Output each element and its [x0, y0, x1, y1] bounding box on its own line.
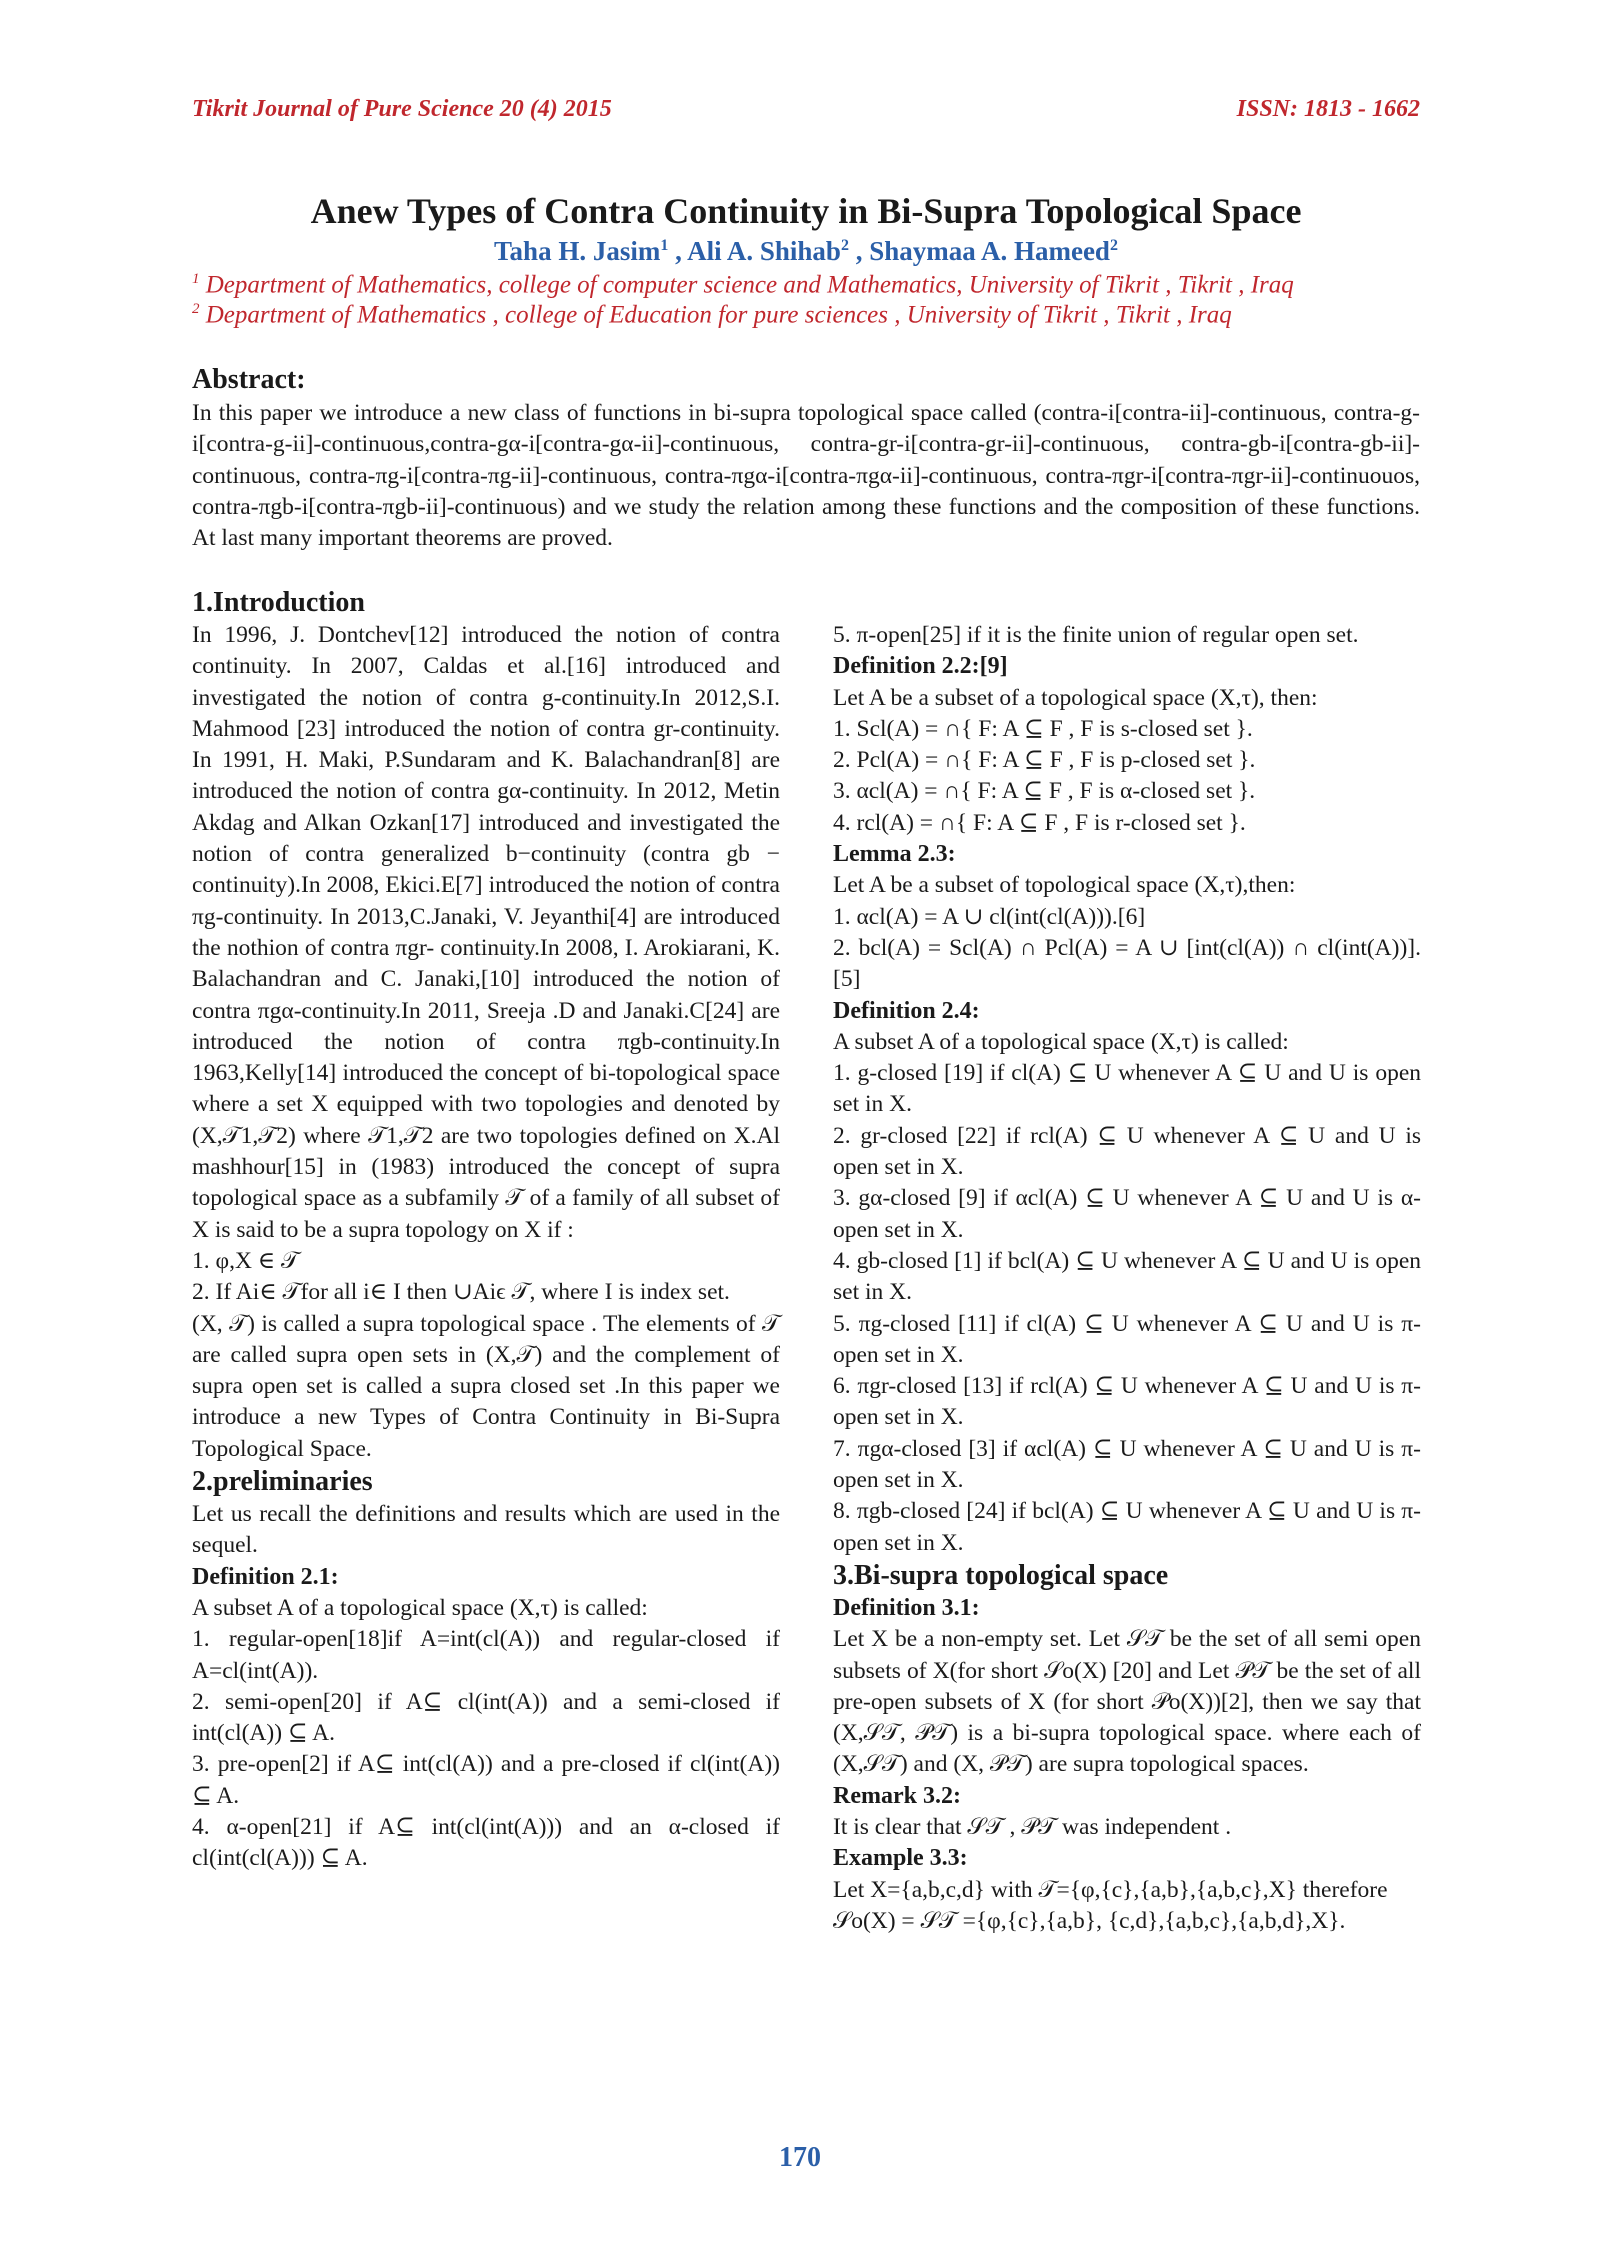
supra-condition-2: 2. If Ai∈ 𝒯for all i∈ I then ∪Aiϵ 𝒯, where I is index set.: [192, 1279, 730, 1306]
abstract-text: In this paper we introduce a new class of functions in bi-supra topological space called (contra-i[contra-ii]-continuous, contra-g-i[contra-g-ii]-continuous,contra-gα-i[contra-gα-ii]-continuous, contra-gr-i[contra-gr-ii]-continuous, contra-gb-i[contra-gb-ii]-continuous, contra-πg-i[contra-πg-ii]-continuous, contra-πgα-i[contra-πgα-ii]-continuous, contra-πgr-i[contra-πgr-ii]-continuouos, contra-πgb-i[contra-πgb-ii]-continuous) and we study the relation among these functions and the composition of these functions. At last many important theorems are proved.: [192, 400, 1420, 552]
right-column: [833, 620, 1421, 1937]
definition-2-1-item: 2. semi-open[20] if A⊆ cl(int(A)) and a semi-closed if int(cl(A)) ⊆ A.: [192, 1688, 780, 1747]
definition-2-2-item: 3. αcl(A) = ∩{ F: A ⊆ F , F is α-closed set }.: [833, 778, 1256, 805]
section-3-heading: 3.Bi-supra topological space: [833, 1559, 1169, 1591]
affiliation-2-text: Department of Mathematics , college of Education for pure sciences , University of Tikrit , Tikrit , Iraq: [205, 301, 1232, 329]
intro-end-text: (X, 𝒯) is called a supra topological space . The elements of 𝒯 are called supra open sets in (X,𝒯) and the complement of supra open set is called a supra closed set .In this paper we introduce a new Types of Contra Continuity in Bi-Supra Topological Space.: [192, 1310, 780, 1462]
definition-2-4-heading: Definition 2.4:: [833, 997, 980, 1024]
remark-3-2-text: It is clear that 𝒮𝒯 , 𝒫𝒯 was independent .: [833, 1813, 1232, 1840]
definition-2-2-item: 4. rcl(A) = ∩{ F: A ⊆ F , F is r-closed set }.: [833, 809, 1246, 836]
definition-2-1-item: 4. α-open[21] if A⊆ int(cl(int(A))) and an α-closed if cl(int(cl(A))) ⊆ A.: [192, 1813, 780, 1872]
affiliation-2: [192, 301, 1420, 329]
author-1: Taha H. Jasim: [494, 236, 661, 266]
definition-2-1-item: 1. regular-open[18]if A=int(cl(A)) and regular-closed if A=cl(int(A)).: [192, 1626, 780, 1684]
intro-text: In 1996, J. Dontchev[12] introduced the notion of contra continuity. In 2007, Caldas et al.[16] introduced and investigated the notion of contra g-continuity.In 2012,S.I. Mahmood [23] introduced the notion of contra gr-continuity. In 1991, H. Maki, P.Sundaram and K. Balachandran[8] are introduced the notion of contra gα-continuity. In 2012, Metin Akdag and Alkan Ozkan[17] introduced and investigated the notion of contra generalized b−continuity (contra gb − continuity).In 2008, Ekici.E[7] introduced the notion of contra πg-continuity. In 2013,C.Janaki, V. Jeyanthi[4] are introduced the nothion of contra πgr- continuity.In 2008, I. Arokiarani, K. Balachandran and C. Janaki,[10] introduced the notion of contra πgα-continuity.In 2011, Sreeja .D and Janaki.C[24] are introduced the notion of contra πgb-continuity.In 1963,Kelly[14] introduced the concept of bi-topological space where a set X equipped with two topologies and denoted by (X,𝒯1,𝒯2) where 𝒯1,𝒯2 are two topologies defined on X.Al mashhour[15] in (1983) introduced the concept of supra topological space as a subfamily 𝒯 of a family of all subset of X is said to be a supra topology on X if :: [192, 622, 780, 1243]
definition-2-4-item: 7. πgα-closed [3] if αcl(A) ⊆ U whenever A ⊆ U and U is π-open set in X.: [833, 1435, 1421, 1494]
affiliation-1-text: Department of Mathematics, college of computer science and Mathematics, University of Tikrit , Tikrit , Iraq: [205, 271, 1294, 299]
definition-3-1-text: Let X be a non-empty set. Let 𝒮𝒯 be the set of all semi open subsets of X(for short 𝒮o(X) [20] and Let 𝒫𝒯 be the set of all pre-open subsets of X (for short 𝒫o(X))[2], then we say that (X,𝒮𝒯, 𝒫𝒯) is a bi-supra topological space. where each of (X,𝒮𝒯) and (X, 𝒫𝒯) are supra topological spaces.: [833, 1626, 1421, 1778]
definition-2-4-item: 8. πgb-closed [24] if bcl(A) ⊆ U whenever A ⊆ U and U is π-open set in X.: [833, 1498, 1421, 1556]
definition-2-4-item: 5. πg-closed [11] if cl(A) ⊆ U whenever A ⊆ U and U is π-open set in X.: [833, 1310, 1421, 1368]
definition-2-1-heading: Definition 2.1:: [192, 1563, 339, 1590]
affiliation-1-sup: 1: [192, 271, 200, 287]
remark-3-2-heading: Remark 3.2:: [833, 1782, 961, 1809]
paper-title: Anew Types of Contra Continuity in Bi-Supra Topological Space: [310, 191, 1302, 231]
example-3-3-text: Let X={a,b,c,d} with 𝒯={φ,{c},{a,b},{a,b,c},X} therefore: [833, 1876, 1388, 1903]
affiliation-2-sup: 2: [192, 301, 200, 317]
definition-2-4-item: 4. gb-closed [1] if bcl(A) ⊆ U whenever A ⊆ U and U is open set in X.: [833, 1247, 1421, 1306]
author-3: , Shaymaa A. Hameed: [855, 236, 1110, 266]
lemma-2-3-item: 1. αcl(A) = A ∪ cl(int(cl(A))).[6]: [833, 903, 1146, 930]
left-column: [192, 586, 780, 1875]
definition-2-2-item: 1. Scl(A) = ∩{ F: A ⊆ F , F is s-closed set }.: [833, 715, 1253, 742]
abstract-heading: Abstract:: [192, 364, 306, 395]
supra-condition-1: 1. φ,X ∈ 𝒯: [192, 1247, 300, 1274]
definition-3-1-heading: Definition 3.1:: [833, 1594, 980, 1621]
definition-2-2-item: 2. Pcl(A) = ∩{ F: A ⊆ F , F is p-closed set }.: [833, 747, 1256, 774]
affiliation-1: [192, 271, 1420, 299]
journal-name: Tikrit Journal of Pure Science 20 (4) 2015: [192, 96, 612, 122]
author-3-sup: 2: [1109, 237, 1118, 254]
page-number: 170: [779, 2142, 821, 2173]
author-2-sup: 2: [840, 237, 849, 254]
definition-2-1-item-5: 5. π-open[25] if it is the finite union of regular open set.: [833, 622, 1359, 648]
preliminaries-heading: 2.preliminaries: [192, 1466, 373, 1498]
author-list: [192, 236, 1420, 267]
definition-2-4-intro: A subset A of a topological space (X,τ) is called:: [833, 1028, 1289, 1055]
definition-2-2-intro: Let A be a subset of a topological space (X,τ), then:: [833, 684, 1318, 711]
definition-2-1-intro: A subset A of a topological space (X,τ) is called:: [192, 1594, 648, 1621]
author-2: , Ali A. Shihab: [675, 236, 841, 266]
example-3-3-heading: Example 3.3:: [833, 1845, 968, 1872]
definition-2-4-item: 1. g-closed [19] if cl(A) ⊆ U whenever A ⊆ U and U is open set in X.: [833, 1060, 1421, 1118]
example-3-3-result: 𝒮o(X) = 𝒮𝒯 ={φ,{c},{a,b}, {c,d},{a,b,c},{a,b,d},X}.: [833, 1907, 1346, 1934]
definition-2-4-item: 3. gα-closed [9] if αcl(A) ⊆ U whenever A ⊆ U and U is α-open set in X.: [833, 1185, 1421, 1243]
lemma-2-3-heading: Lemma 2.3:: [833, 841, 956, 868]
lemma-2-3-item: 2. bcl(A) = Scl(A) ∩ Pcl(A) = A ∪ [int(cl(A)) ∩ cl(int(A))].[5]: [833, 934, 1421, 993]
definition-2-4-item: 2. gr-closed [22] if rcl(A) ⊆ U whenever A ⊆ U and U is open set in X.: [833, 1122, 1421, 1181]
author-1-sup: 1: [660, 237, 669, 254]
definition-2-1-item: 3. pre-open[2] if A⊆ int(cl(A)) and a pre-closed if cl(int(A)) ⊆ A.: [192, 1751, 780, 1809]
intro-heading: 1.Introduction: [192, 587, 365, 618]
preliminaries-text: Let us recall the definitions and results which are used in the sequel.: [192, 1501, 780, 1559]
definition-2-4-item: 6. πgr-closed [13] if rcl(A) ⊆ U whenever A ⊆ U and U is π-open set in X.: [833, 1373, 1421, 1431]
issn: ISSN: 1813 - 1662: [1236, 96, 1420, 122]
definition-2-2-heading: Definition 2.2:[9]: [833, 653, 1008, 680]
running-header: [192, 96, 1420, 136]
lemma-2-3-intro: Let A be a subset of topological space (X,τ),then:: [833, 872, 1296, 899]
